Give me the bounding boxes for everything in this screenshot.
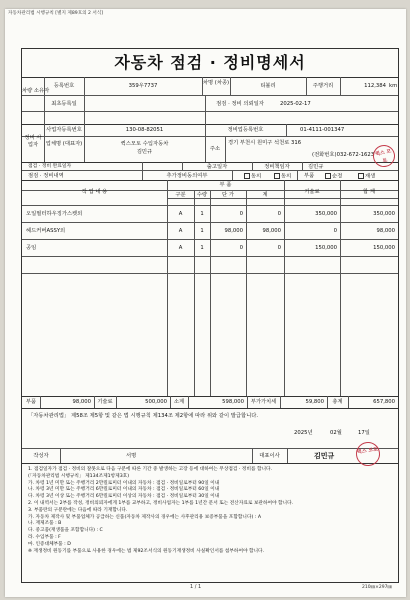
row2-type: A [178,228,183,234]
form-reference: 자동차관리법 시행규칙 [별지 제89호의 2 서식] [8,11,104,16]
row1-sum: 0 [277,211,281,217]
sum-labor-value: 500,000 [145,399,167,405]
row3-qty: 1 [200,245,204,251]
shop-seal: 퀵스 모토 [371,143,397,169]
document-title: 자동차 점검 · 정비명세서 [114,53,306,72]
row2-unit: 98,000 [224,228,243,234]
note-line: 나. 재제조품 : B [28,521,62,527]
vehicle-name-value: 티볼리 [260,83,276,89]
row2-labor: 0 [333,228,337,234]
issue-day: 17일 [358,430,370,436]
row2-qty: 1 [200,228,204,234]
biz-reg-no-value: 130-08-82051 [125,127,164,133]
release-date-label: 출고일자 [206,164,228,170]
note-line: 3. 부품란의 구분란에는 다음에 따라 기재합니다. [28,507,128,513]
mileage-unit: km [389,83,398,89]
row2-sum: 98,000 [262,228,281,234]
row1-work: 오일필터하우징가스켓외 [26,211,83,217]
parts-label: 부품 [304,173,315,179]
row2-work: 헤드커버ASSY외 [26,228,66,234]
note-line: 라. 수입부품 : F [28,534,61,540]
row3-work: 공임 [26,245,37,251]
shop-section-label: 정비 사업자 [24,135,42,148]
ceo-label: 대표이사 [259,453,280,459]
page-number: 1 / 1 [190,584,202,590]
address-value: 경기 부천시 원미구 석천로 316 [228,140,302,146]
row3-type: A [178,245,183,251]
col-labor-header: 기술료 [304,189,320,195]
writer-label: 작성자 [33,453,49,459]
mileage-label: 주행거리 [312,83,334,89]
issue-year: 2025년 [294,430,313,436]
note-line: (「자동차관리법 시행규칙」 제134조제1항제3호) [28,473,130,479]
consent-yes-option[interactable]: 동의 [244,173,261,180]
extra-consent-label: 추가정비동의여부 [166,173,208,179]
sum-parts-label: 부품 [25,399,37,405]
reg-no-value: 359우7737 [128,83,158,89]
reg-no-label: 등록번호 [53,83,75,89]
paper-size: 210㎜×297㎜ [362,585,392,590]
sum-parts-value: 98,000 [72,399,91,405]
statement-form [21,48,399,583]
ceo-name: 김민규 [314,452,335,460]
company-name: 퀵스모토 수입자동차 [120,141,169,147]
phone-value: (전화번호)032-672-1623 [312,152,375,158]
note-line: ※ 재생정비 원동기를 부품으로 사용한 경우에는 법 제92조서식의 원동기재생정비 사실확인서를 첨부하여야 합니다. [28,548,265,554]
col-qty-header: 수량 [196,192,208,198]
note-line: 가. 차령 1년 미만 또는 주행거리 2만킬로미터 이내의 자동차 : 점검 · 정비일로부터 90일 이내 [28,480,220,486]
row3-sum: 0 [277,245,281,251]
note-line: 2. 이 내역서는 2부를 작성, 정비의뢰자에게 1부를 교부하고, 정비사업자는 1부를 1년간 문서 또는 전산자료로 보관하여야 합니다. [28,500,294,506]
col-sum-header: 계 [262,192,268,198]
first-reg-label: 최초등록일 [51,101,77,107]
subtotal-value: 598,000 [222,399,244,405]
row1-unit: 0 [239,211,243,217]
consent-no-checkbox[interactable] [274,173,280,179]
row3-total: 150,000 [373,245,395,251]
grand-total-label: 총계 [332,399,343,405]
col-parts-header: 부 품 [219,182,232,188]
grand-total-value: 657,800 [373,399,395,405]
owner-section-label: 차량 소유자 [22,88,50,94]
mileage-value: 112,384 [364,83,386,89]
shop-reg-no-label: 정비업등록번호 [227,127,264,133]
parts-genuine-checkbox[interactable] [325,173,331,179]
note-line: 1. 점검일자가 점검 · 정비의 잘못으로 다음 구분에 따른 기간 중 발생하는 고장 등에 대하여는 무상점검 · 정비를 합니다. [28,467,273,472]
issue-month: 02월 [330,430,342,436]
note-line: 가. 자동차 제작사 및 부품업체가 공급하는 신품(자동차 제작사의 경우에는 사후관리용 보증부품을 포함합니다) : A [28,514,262,520]
document-page [5,9,406,597]
representative-name: 김민규 [136,149,153,155]
note-line: 다. 차령 3년 이상 또는 주행거리 6만킬로미터 이상의 자동차 : 점검 · 정비일로부터 30일 이내 [28,494,220,500]
col-work-header: 작 업 내 용 [81,189,108,195]
row1-qty: 1 [200,211,204,217]
service-date-label: 점검 · 정비 의뢰일자 [216,101,264,107]
sign-label: 서명 [126,453,137,459]
vat-value: 59,800 [305,399,324,405]
col-unit-header: 단 가 [222,192,234,198]
consent-no-option[interactable]: 동의 [274,173,291,180]
address-label: 주소 [209,146,221,152]
row1-total: 350,000 [373,211,395,217]
service-content-label: 점검 · 정비내역 [28,173,64,179]
subtotal-label: 소계 [173,399,185,405]
col-total-header: 합 계 [363,189,375,195]
service-date-value: 2025-02-17 [280,101,311,107]
company-seal: 퀵스 모토 [354,440,381,467]
vehicle-name-label: 차명 (차종) [202,80,230,86]
row2-total: 98,000 [376,228,395,234]
parts-recycled-option[interactable]: 재생 [358,173,375,180]
mechanic-name: 김민규 [308,164,324,170]
vat-label: 부가가치세 [250,399,277,405]
parts-genuine-option[interactable]: 순정 [325,173,342,180]
consent-yes-checkbox[interactable] [244,173,250,179]
biz-reg-no-label: 사업자등록번호 [46,127,82,133]
row3-labor: 150,000 [315,245,337,251]
note-line: 다. 중고품(재생품을 포함합니다) : C [28,528,103,534]
company-label: 업체명 (대표자) [45,141,83,147]
row3-unit: 0 [239,245,243,251]
legal-statement: 「자동차관리법」 제58조 제5항 및 같은 법 시행규칙 제134조 제2항에 따라 위와 같이 발급합니다. [28,413,259,419]
service-period-label: 점검 · 정비 완료일자 [28,164,72,169]
note-line: 나. 차령 3년 미만 또는 주행거리 6만킬로미터 이내의 자동차 : 점검 · 정비일로부터 60일 이내 [28,487,220,493]
note-line: 마. 인증대체부품 : D [28,541,71,547]
notes-section [28,467,396,555]
col-type-header: 구분 [175,192,186,198]
shop-reg-no-value: 01-4111-001347 [300,127,345,133]
sum-labor-label: 기술료 [97,399,113,405]
mechanic-label: 정비책임자 [264,164,290,170]
row1-labor: 350,000 [315,211,337,217]
parts-recycled-checkbox[interactable] [358,173,364,179]
row1-type: A [178,211,183,217]
